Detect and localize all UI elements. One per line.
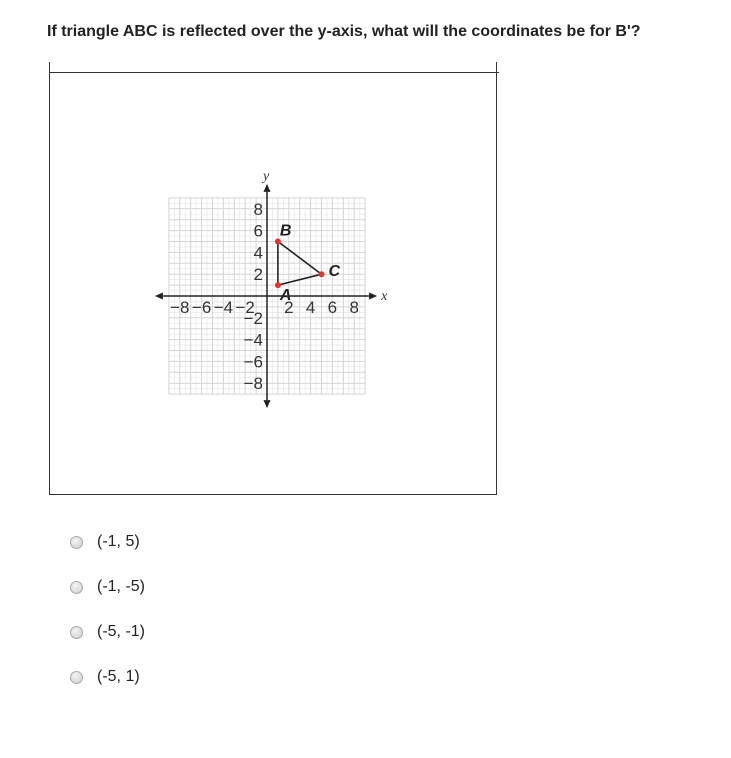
x-tick-label: 4 xyxy=(305,298,316,317)
vertex-point-c xyxy=(319,271,325,277)
radio-button[interactable] xyxy=(70,536,83,549)
y-tick-label: −4 xyxy=(243,330,263,350)
choice-label: (-5, 1) xyxy=(97,668,140,685)
choice-4[interactable] xyxy=(70,667,145,712)
x-tick-label: 8 xyxy=(349,298,359,317)
graph-figure xyxy=(49,62,497,495)
y-tick-label: 6 xyxy=(253,221,263,241)
x-tick-label: −2 xyxy=(235,298,255,317)
vertex-label-c: C xyxy=(328,263,341,281)
y-tick-label: 8 xyxy=(253,199,263,219)
choice-3[interactable] xyxy=(70,622,145,667)
vertex-label-b: B xyxy=(279,222,292,240)
choice-1[interactable] xyxy=(70,532,145,577)
y-axis-arrow-up xyxy=(264,184,271,192)
y-tick-label: 4 xyxy=(253,243,263,263)
radio-button[interactable] xyxy=(70,671,83,684)
y-axis-arrow-down xyxy=(264,400,271,408)
radio-button[interactable] xyxy=(70,581,83,594)
question-text: If triangle ABC is reflected over the y-axis, what will the coordinates be for B'? xyxy=(47,23,641,40)
y-tick-label: 2 xyxy=(253,265,263,285)
y-tick-label: −2 xyxy=(243,308,263,328)
choice-label: (-1, 5) xyxy=(97,533,140,550)
x-axis-arrow-right xyxy=(369,293,377,300)
x-tick-label: −6 xyxy=(191,298,212,317)
vertex-label-a: A xyxy=(279,287,292,305)
choice-2[interactable] xyxy=(70,577,145,622)
y-axis-letter: y xyxy=(263,168,270,184)
coordinate-grid xyxy=(50,62,496,494)
answer-choices xyxy=(70,532,145,712)
x-axis-arrow-left xyxy=(155,293,163,300)
choice-label: (-5, -1) xyxy=(97,623,145,640)
y-tick-label: −8 xyxy=(243,374,263,394)
x-tick-label: −4 xyxy=(213,298,234,317)
y-tick-label: −6 xyxy=(243,352,263,372)
x-tick-label: −8 xyxy=(170,298,190,317)
radio-button[interactable] xyxy=(70,626,83,639)
x-tick-label: 6 xyxy=(327,298,338,317)
x-axis-letter: x xyxy=(381,289,388,304)
x-tick-label: 2 xyxy=(284,298,294,317)
choice-label: (-1, -5) xyxy=(97,578,145,595)
